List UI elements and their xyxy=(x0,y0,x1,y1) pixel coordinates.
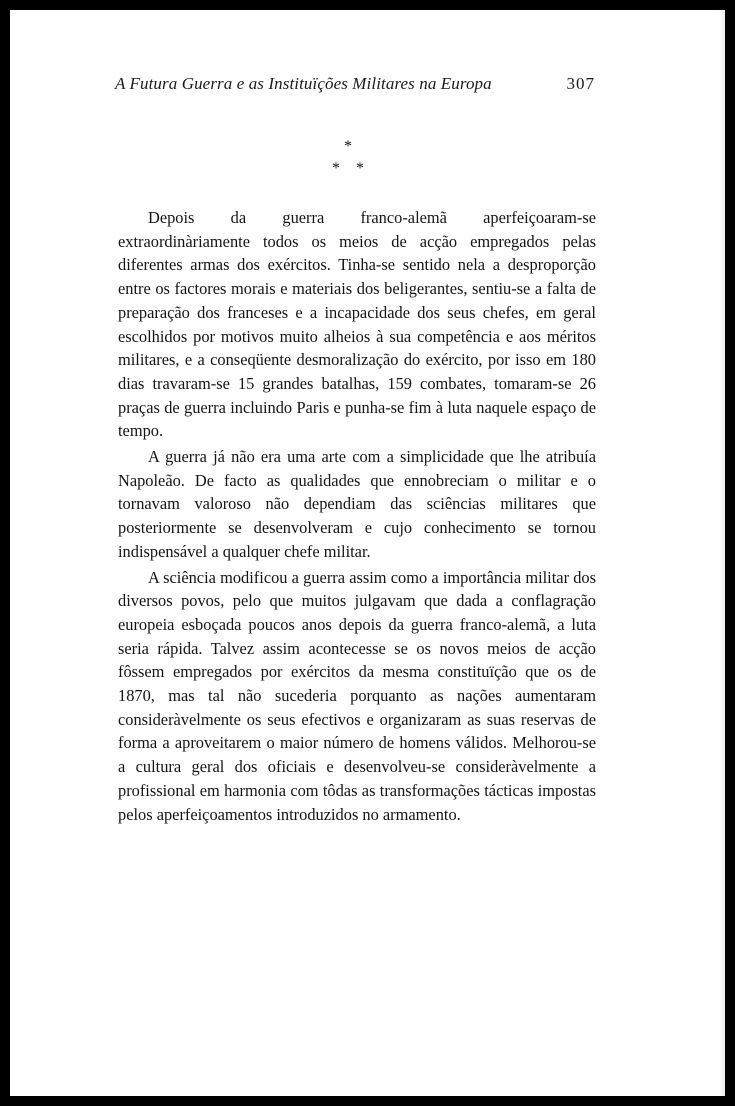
running-header xyxy=(115,74,595,94)
asterisk-left: * xyxy=(332,160,340,177)
page-edge-shadow xyxy=(719,10,725,1096)
book-page xyxy=(10,10,725,1096)
asterisk-top: * xyxy=(344,138,352,155)
paragraph-1: Depois da guerra franco-alemã aperfeiçoaram-se extraordinàriamente todos os meios de acção empregados pelas diferentes armas dos exércitos. Tinha-se sentido nela a desproporção entre os factores morais e materiais dos beligerantes, sentiu-se a falta de preparação dos franceses e a incapacidade dos seus chefes, em geral escolhidos por motivos muito alheios à sua competência e aos méritos militares, e a conseqüente desmoralização do exército, por isso em 180 dias travaram-se 15 grandes batalhas, 159 combates, tomaram-se 26 praças de guerra incluindo Paris e punha-se fim à luta naquele espaço de tempo. xyxy=(118,208,596,441)
running-title: A Futura Guerra e as Instituïções Militares na Europa xyxy=(115,74,492,93)
paragraph-2: A guerra já não era uma arte com a simplicidade que lhe atribuía Napoleão. De facto as qualidades que ennobreciam o militar e o tornavam valoroso não dependiam das sciências militares que posteriormente se desenvolveram e cujo conhecimento se tornou indispensável a qualquer chefe militar. xyxy=(118,447,596,561)
asterisk-right: * xyxy=(356,160,364,177)
page-number: 307 xyxy=(566,74,595,93)
paragraph-3: A sciência modificou a guerra assim como a importância militar dos diversos povos, pelo que muitos julgavam que dada a conflagração europeia esboçada poucos anos depois da guerra franco-alemã, a luta seria rápida. Talvez assim acontecesse se os novos meios de acção fôssem empregados por exércitos da mesma constituïção que os de 1870, mas tal não sucederia porquanto as nações aumentaram consideràvelmente os seus efectivos e organizaram as suas reservas de forma a aproveitarem o maior número de homens válidos. Melhorou-se a cultura geral dos oficiais e desenvolveu-se consideràvelmente a profissional em harmonia com tôdas as transformações tácticas impostas pelos aperfeiçoamentos introduzidos no armamento. xyxy=(118,567,596,824)
section-separator-asterism xyxy=(320,138,380,188)
body-text xyxy=(118,206,596,828)
